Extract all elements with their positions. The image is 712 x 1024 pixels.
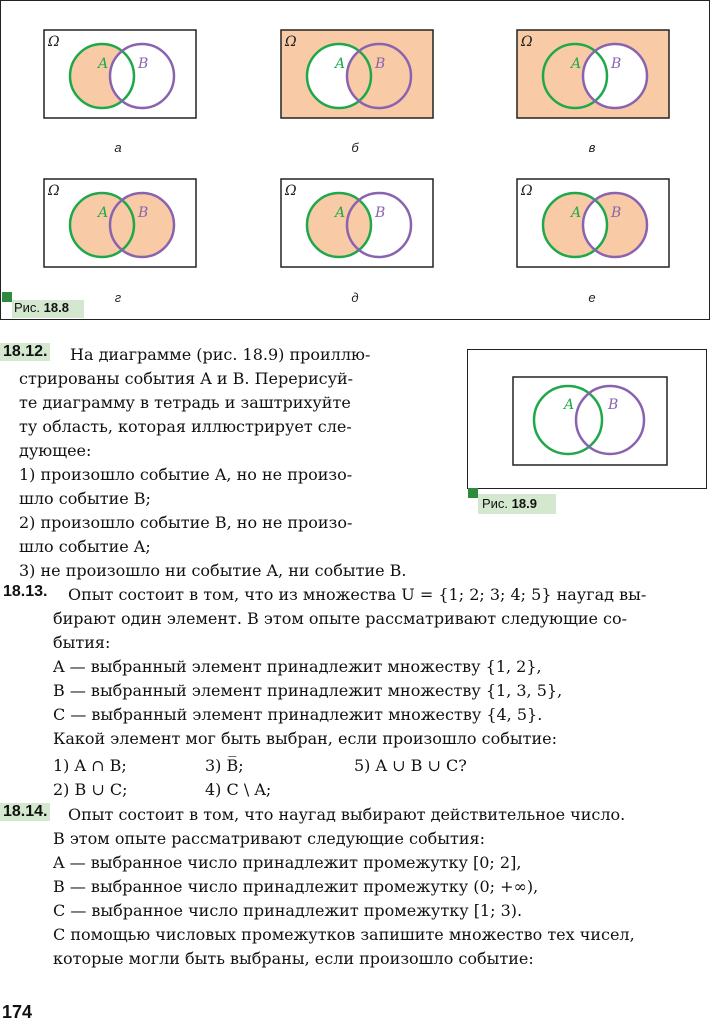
problem-18-13-line-0: Опыт состоит в том, что из множества U = {1; 2; 3; 4; 5} наугад вы- <box>68 585 647 604</box>
problem-18-12-line-5: 1) произошло событие A, но не произо- <box>19 465 353 484</box>
venn-diagram-4 <box>279 177 435 269</box>
page-number: 174 <box>2 1002 33 1022</box>
label-a: A <box>571 205 582 221</box>
problem-18-14-line-4: C — выбранное число принадлежит промежутку [1; 3). <box>53 901 523 920</box>
problem-18-14-line-0: Опыт состоит в том, что наугад выбирают действительное число. <box>68 805 626 824</box>
venn-diagram-5 <box>515 177 671 269</box>
label-a: A <box>564 397 575 413</box>
problem-18-13-item-4: 4) C \ A; <box>205 780 272 799</box>
diagram-letter-3: г <box>114 290 122 305</box>
problem-18-12-line-3: ту область, которая иллюстрирует сле- <box>19 417 352 436</box>
problem-18-12-line-6: шло событие B; <box>19 489 151 508</box>
label-a: A <box>98 205 109 221</box>
diagram-letter-0: а <box>114 140 122 155</box>
venn-diagram-0 <box>42 28 198 120</box>
problem-18-12-line-2: те диаграмму в тетрадь и заштрихуйте <box>19 393 351 412</box>
figure-caption-18-8 <box>14 300 69 315</box>
universe-label: Ω <box>521 34 533 50</box>
problem-18-12-line-0: На диаграмме (рис. 18.9) проиллю- <box>70 345 371 364</box>
problem-18-13-item-3: 3) B̅; <box>205 756 244 775</box>
label-a: A <box>335 56 346 72</box>
problem-18-13-line-2: бытия: <box>53 633 111 652</box>
label-b: B <box>138 205 149 221</box>
problem-18-12-line-8: шло событие A; <box>19 537 151 556</box>
diagram-letter-1: б <box>351 140 359 155</box>
problem-number-18-13: 18.13. <box>3 583 48 600</box>
label-b: B <box>375 205 386 221</box>
problem-18-14-line-2: A — выбранное число принадлежит промежутку [0; 2], <box>53 853 522 872</box>
problem-18-12-line-1: стрированы события A и B. Перерисуй- <box>19 369 354 388</box>
caption-prefix: Рис. <box>14 300 41 315</box>
label-a: A <box>335 205 346 221</box>
label-b: B <box>608 397 619 413</box>
problem-18-12-line-7: 2) произошло событие B, но не произо- <box>19 513 353 532</box>
label-a: A <box>571 56 582 72</box>
label-a: A <box>98 56 109 72</box>
venn-18-9 <box>512 376 668 466</box>
universe-label: Ω <box>48 183 60 199</box>
label-b: B <box>375 56 386 72</box>
diagram-letter-2: в <box>588 140 596 155</box>
universe-label: Ω <box>48 34 60 50</box>
problem-18-14-line-5: С помощью числовых промежутков запишите множество тех чисел, <box>53 925 635 944</box>
problem-18-13-line-4: B — выбранный элемент принадлежит множеству {1, 3, 5}, <box>53 681 563 700</box>
universe-label: Ω <box>521 183 533 199</box>
caption-number: 18.8 <box>43 300 69 315</box>
caption-marker-18-9 <box>468 488 478 498</box>
universe-label: Ω <box>285 34 297 50</box>
problem-18-13-line-5: C — выбранный элемент принадлежит множеству {4, 5}. <box>53 705 543 724</box>
venn-diagram-3 <box>42 177 198 269</box>
label-b: B <box>138 56 149 72</box>
problem-18-14-line-1: В этом опыте рассматривают следующие события: <box>53 829 485 848</box>
problem-18-14-line-6: которые могли быть выбраны, если произошло событие: <box>53 949 534 968</box>
problem-18-12-line-4: дующее: <box>19 441 92 460</box>
universe-label: Ω <box>285 183 297 199</box>
problem-18-13-item-2: 2) B ∪ C; <box>53 780 128 799</box>
problem-18-13-item-5: 5) A ∪ B ∪ C? <box>354 756 467 775</box>
diagram-letter-4: д <box>351 290 359 305</box>
problem-18-14-line-3: B — выбранное число принадлежит промежутку (0; +∞), <box>53 877 539 896</box>
caption-number: 18.9 <box>511 496 537 511</box>
problem-number-18-14: 18.14. <box>0 803 50 821</box>
caption-marker-18-8 <box>2 292 12 302</box>
diagram-letter-5: е <box>588 290 596 305</box>
label-b: B <box>611 56 622 72</box>
problem-18-12-line-9: 3) не произошло ни событие A, ни событие B. <box>19 561 407 580</box>
figure-caption-18-9 <box>482 496 537 511</box>
venn-diagram-2 <box>515 28 671 120</box>
problem-18-13-line-6: Какой элемент мог быть выбран, если произошло событие: <box>53 729 557 748</box>
problem-number-18-12: 18.12. <box>0 343 50 361</box>
problem-18-13-line-1: бирают один элемент. В этом опыте рассматривают следующие со- <box>53 609 628 628</box>
problem-18-13-line-3: A — выбранный элемент принадлежит множеству {1, 2}, <box>53 657 542 676</box>
caption-prefix: Рис. <box>482 496 509 511</box>
venn-diagram-1 <box>279 28 435 120</box>
problem-18-13-item-1: 1) A ∩ B; <box>53 756 127 775</box>
label-b: B <box>611 205 622 221</box>
